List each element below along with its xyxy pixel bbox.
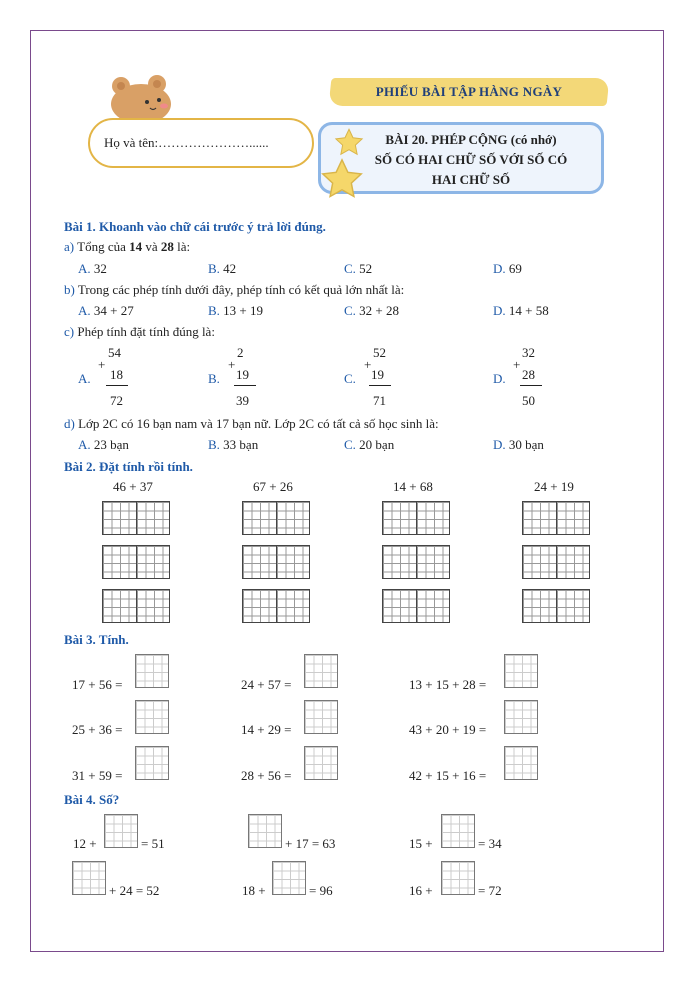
option-key: A. [78, 303, 91, 318]
answer-box[interactable] [441, 814, 475, 848]
option-a[interactable] [78, 437, 129, 453]
option-key: A. [78, 437, 91, 452]
option-d[interactable] [493, 303, 549, 319]
option-key: C. [344, 261, 356, 276]
bai2-heading: Bài 2. Đặt tính rồi tính. [64, 459, 193, 474]
question-text: là: [173, 239, 191, 254]
teddy-bear-icon [105, 74, 177, 122]
option-a[interactable] [78, 345, 158, 407]
option-value: 34 + 27 [93, 303, 134, 318]
option-c[interactable] [344, 303, 399, 319]
addend-bottom: 19 [236, 367, 249, 382]
question-number: 28 [160, 239, 174, 254]
answer-grid[interactable] [242, 545, 310, 579]
bai3-expression: 13 + 15 + 28 = [409, 677, 487, 692]
option-d[interactable] [493, 261, 522, 277]
answer-box[interactable] [248, 814, 282, 848]
bai4-post: + 17 = 63 [285, 836, 336, 851]
option-value: 52 [359, 261, 373, 276]
option-key: D. [493, 303, 506, 318]
option-value: 14 + 58 [508, 303, 549, 318]
option-key: A. [78, 261, 91, 276]
option-b[interactable] [208, 345, 288, 407]
plus-sign: + [98, 357, 106, 372]
star-icon [320, 158, 364, 202]
answer-grid[interactable] [382, 545, 450, 579]
bai4-pre: 12 + [73, 836, 97, 851]
sum-line [106, 385, 128, 386]
answer-grid[interactable] [102, 545, 170, 579]
option-value: 13 + 19 [223, 303, 264, 318]
option-key: D. [493, 437, 506, 452]
header-banner-title: PHIẾU BÀI TẬP HÀNG NGÀY [375, 84, 563, 99]
bai2-problem: 67 + 26 [253, 479, 293, 494]
lesson-title-line2: SỐ CÓ HAI CHỮ SỐ VỚI SỐ CÓ [374, 152, 568, 167]
sum-result: 39 [236, 393, 249, 408]
bai4-pre: 18 + [242, 883, 266, 898]
option-key: B. [208, 437, 220, 452]
option-value: 32 + 28 [359, 303, 400, 318]
answer-grid[interactable] [382, 501, 450, 535]
answer-grid[interactable] [522, 589, 590, 623]
question-text: và [142, 239, 161, 254]
bai3-expression: 43 + 20 + 19 = [409, 722, 487, 737]
answer-box[interactable] [135, 654, 169, 688]
bai3-heading: Bài 3. Tính. [64, 632, 129, 647]
answer-box[interactable] [304, 700, 338, 734]
option-key: B. [208, 303, 220, 318]
option-value: 32 [93, 261, 107, 276]
option-value: 30 bạn [508, 437, 544, 452]
sum-result: 72 [110, 393, 123, 408]
question-text: Tổng của [77, 239, 130, 254]
sum-line [369, 385, 391, 386]
option-key: C. [344, 303, 356, 318]
question-text: Phép tính đặt tính đúng là: [77, 324, 215, 339]
question-number: 14 [129, 239, 143, 254]
bai3-expression: 17 + 56 = [72, 677, 123, 692]
bai3-expression: 24 + 57 = [241, 677, 292, 692]
bai2-problem: 14 + 68 [393, 479, 433, 494]
answer-box[interactable] [72, 861, 106, 895]
name-field[interactable]: Họ và tên:…………………...... [104, 135, 269, 150]
addend-top: 54 [108, 345, 121, 360]
plus-sign: + [228, 357, 236, 372]
bai2-problem: 46 + 37 [113, 479, 153, 494]
option-key: D. [493, 371, 506, 386]
bai1-question-d [64, 416, 439, 432]
question-label: d) [64, 416, 75, 431]
addend-bottom: 19 [371, 367, 384, 382]
answer-grid[interactable] [242, 589, 310, 623]
lesson-title-line1: BÀI 20. PHÉP CỘNG (có nhớ) [385, 132, 557, 147]
option-value: 33 bạn [223, 437, 259, 452]
option-d[interactable] [493, 437, 544, 453]
option-value: 42 [223, 261, 237, 276]
answer-box[interactable] [272, 861, 306, 895]
option-key: C. [344, 371, 356, 386]
question-text: Trong các phép tính dưới đây, phép tính có kết quả lớn nhất là: [77, 282, 405, 297]
answer-box[interactable] [504, 746, 538, 780]
addend-top: 52 [373, 345, 386, 360]
bai3-expression: 14 + 29 = [241, 722, 292, 737]
bai1-question-a [64, 239, 190, 255]
option-key: C. [344, 437, 356, 452]
answer-grid[interactable] [382, 589, 450, 623]
bai4-post: = 96 [309, 883, 333, 898]
option-value: 69 [508, 261, 522, 276]
sum-line [520, 385, 542, 386]
option-d[interactable] [493, 345, 573, 407]
answer-grid[interactable] [102, 501, 170, 535]
sum-line [234, 385, 256, 386]
bai3-expression: 31 + 59 = [72, 768, 123, 783]
answer-grid[interactable] [242, 501, 310, 535]
question-label: a) [64, 239, 75, 254]
answer-box[interactable] [304, 746, 338, 780]
option-value: 23 bạn [93, 437, 129, 452]
bai4-pre: 16 + [409, 883, 433, 898]
bai4-post: = 34 [478, 836, 502, 851]
answer-box[interactable] [441, 861, 475, 895]
answer-box[interactable] [135, 746, 169, 780]
answer-grid[interactable] [522, 545, 590, 579]
option-key: A. [78, 371, 91, 386]
bai1-heading: Bài 1. Khoanh vào chữ cái trước ý trả lời đúng. [64, 219, 326, 234]
addend-top: 2 [237, 345, 244, 360]
answer-box[interactable] [104, 814, 138, 848]
question-label: b) [64, 282, 75, 297]
sum-result: 71 [373, 393, 386, 408]
bai2-problem: 24 + 19 [534, 479, 574, 494]
option-c[interactable] [344, 261, 372, 277]
bai3-expression: 28 + 56 = [241, 768, 292, 783]
option-value: 20 bạn [359, 437, 395, 452]
option-b[interactable] [208, 437, 258, 453]
bai3-expression: 25 + 36 = [72, 722, 123, 737]
answer-box[interactable] [304, 654, 338, 688]
bai3-expression: 42 + 15 + 16 = [409, 768, 487, 783]
option-b[interactable] [208, 261, 236, 277]
plus-sign: + [364, 357, 372, 372]
sum-result: 50 [522, 393, 535, 408]
question-label: c) [64, 324, 75, 339]
option-key: B. [208, 371, 220, 386]
plus-sign: + [513, 357, 521, 372]
option-key: D. [493, 261, 506, 276]
bai4-post: = 51 [141, 836, 165, 851]
answer-box[interactable] [504, 700, 538, 734]
addend-top: 32 [522, 345, 535, 360]
option-c[interactable] [344, 345, 424, 407]
option-b[interactable] [208, 303, 263, 319]
option-a[interactable] [78, 303, 134, 319]
lesson-title-line3: HAI CHỮ SỐ [431, 172, 511, 187]
bai4-post: = 72 [478, 883, 502, 898]
option-c[interactable] [344, 437, 394, 453]
addend-bottom: 18 [110, 367, 123, 382]
addend-bottom: 28 [522, 367, 535, 382]
answer-grid[interactable] [102, 589, 170, 623]
answer-box[interactable] [504, 654, 538, 688]
bai4-post: + 24 = 52 [109, 883, 160, 898]
star-icon [334, 128, 364, 158]
bai1-question-b [64, 282, 404, 298]
bai4-pre: 15 + [409, 836, 433, 851]
answer-box[interactable] [135, 700, 169, 734]
bai4-heading: Bài 4. Số? [64, 792, 120, 807]
bai1-question-c [64, 324, 215, 340]
question-text: Lớp 2C có 16 bạn nam và 17 bạn nữ. Lớp 2C có tất cả số học sinh là: [78, 416, 439, 431]
lesson-title [340, 130, 602, 190]
answer-grid[interactable] [522, 501, 590, 535]
option-a[interactable] [78, 261, 107, 277]
option-key: B. [208, 261, 220, 276]
